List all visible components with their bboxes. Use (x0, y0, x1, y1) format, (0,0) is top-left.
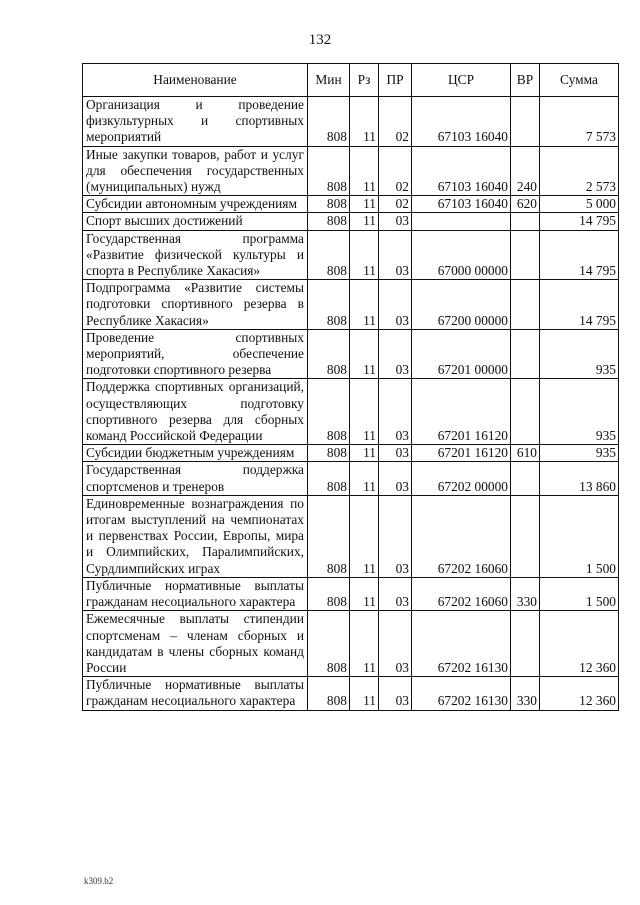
row-pr: 03 (379, 445, 412, 462)
row-sum: 12 360 (540, 677, 619, 710)
row-rz: 11 (350, 577, 379, 610)
row-pr: 03 (379, 462, 412, 495)
row-csr: 67202 16130 (412, 677, 511, 710)
row-name: Иные закупки товаров, работ и услуг для обеспечения государственных (муниципальных) нужд (83, 146, 308, 196)
row-min: 808 (308, 230, 350, 280)
row-vr (511, 230, 540, 280)
row-csr: 67201 16120 (412, 445, 511, 462)
row-min: 808 (308, 677, 350, 710)
row-vr (511, 97, 540, 147)
row-csr (412, 213, 511, 230)
table-header-row (83, 64, 619, 97)
table-row (83, 445, 619, 462)
row-name: Организация и проведение физкультурных и спортивных мероприятий (83, 97, 308, 147)
row-min: 808 (308, 196, 350, 213)
row-sum: 14 795 (540, 230, 619, 280)
row-min: 808 (308, 329, 350, 379)
row-pr: 03 (379, 230, 412, 280)
row-min: 808 (308, 280, 350, 330)
row-min: 808 (308, 495, 350, 577)
table-row (83, 329, 619, 379)
row-vr: 610 (511, 445, 540, 462)
row-vr (511, 495, 540, 577)
header-csr: ЦСР (412, 64, 511, 97)
row-pr: 03 (379, 495, 412, 577)
row-name: Ежемесячные выплаты стипендии спортсменам – членам сборных и кандидатам в члены сборных команд России (83, 611, 308, 677)
row-sum: 935 (540, 445, 619, 462)
row-rz: 11 (350, 213, 379, 230)
row-name: Публичные нормативные выплаты гражданам несоциального характера (83, 677, 308, 710)
row-min: 808 (308, 462, 350, 495)
row-pr: 03 (379, 577, 412, 610)
row-sum: 1 500 (540, 577, 619, 610)
table-row (83, 213, 619, 230)
row-vr (511, 611, 540, 677)
table-row (83, 462, 619, 495)
row-rz: 11 (350, 462, 379, 495)
row-pr: 02 (379, 146, 412, 196)
row-rz: 11 (350, 379, 379, 445)
row-csr: 67202 16060 (412, 577, 511, 610)
table-row (83, 146, 619, 196)
row-pr: 02 (379, 196, 412, 213)
row-pr: 03 (379, 329, 412, 379)
row-vr: 240 (511, 146, 540, 196)
row-name: Поддержка спортивных организаций, осуществляющих подготовку спортивного резерва для сборных команд Российской Федерации (83, 379, 308, 445)
row-vr: 330 (511, 677, 540, 710)
row-name: Субсидии автономным учреждениям (83, 196, 308, 213)
row-min: 808 (308, 213, 350, 230)
row-pr: 03 (379, 213, 412, 230)
table-row (83, 230, 619, 280)
row-pr: 03 (379, 280, 412, 330)
row-vr: 620 (511, 196, 540, 213)
table-row (83, 280, 619, 330)
row-name: Субсидии бюджетным учреждениям (83, 445, 308, 462)
header-sum: Сумма (540, 64, 619, 97)
row-name: Единовременные вознаграждения по итогам выступлений на чемпионатах и первенствах России, Европы, мира и Олимпийских, Паралимпийских, Сурдлимпийских играх (83, 495, 308, 577)
row-pr: 03 (379, 379, 412, 445)
row-pr: 02 (379, 97, 412, 147)
row-vr: 330 (511, 577, 540, 610)
row-csr: 67201 16120 (412, 379, 511, 445)
row-csr: 67103 16040 (412, 97, 511, 147)
row-pr: 03 (379, 611, 412, 677)
row-name: Спорт высших достижений (83, 213, 308, 230)
row-name: Публичные нормативные выплаты гражданам несоциального характера (83, 577, 308, 610)
header-rz: Рз (350, 64, 379, 97)
row-rz: 11 (350, 445, 379, 462)
table-row (83, 577, 619, 610)
row-vr (511, 379, 540, 445)
row-min: 808 (308, 146, 350, 196)
row-rz: 11 (350, 329, 379, 379)
row-min: 808 (308, 97, 350, 147)
row-name: Проведение спортивных мероприятий, обеспечение подготовки спортивного резерва (83, 329, 308, 379)
row-sum: 5 000 (540, 196, 619, 213)
table-row (83, 611, 619, 677)
header-name: Наименование (83, 64, 308, 97)
table-row (83, 97, 619, 147)
row-vr (511, 280, 540, 330)
row-sum: 12 360 (540, 611, 619, 677)
row-min: 808 (308, 445, 350, 462)
row-rz: 11 (350, 196, 379, 213)
row-csr: 67202 16130 (412, 611, 511, 677)
row-rz: 11 (350, 677, 379, 710)
row-csr: 67200 00000 (412, 280, 511, 330)
row-sum: 935 (540, 379, 619, 445)
row-sum: 2 573 (540, 146, 619, 196)
row-rz: 11 (350, 495, 379, 577)
row-min: 808 (308, 379, 350, 445)
table-row (83, 677, 619, 710)
row-sum: 935 (540, 329, 619, 379)
row-csr: 67000 00000 (412, 230, 511, 280)
row-vr (511, 462, 540, 495)
row-rz: 11 (350, 611, 379, 677)
row-rz: 11 (350, 146, 379, 196)
row-csr: 67201 00000 (412, 329, 511, 379)
row-rz: 11 (350, 230, 379, 280)
row-pr: 03 (379, 677, 412, 710)
row-vr (511, 329, 540, 379)
row-sum: 14 795 (540, 280, 619, 330)
row-sum: 14 795 (540, 213, 619, 230)
row-sum: 7 573 (540, 97, 619, 147)
table-row (83, 495, 619, 577)
row-min: 808 (308, 577, 350, 610)
row-min: 808 (308, 611, 350, 677)
budget-table (82, 63, 619, 711)
row-name: Государственная поддержка спортсменов и тренеров (83, 462, 308, 495)
table-row (83, 379, 619, 445)
row-sum: 1 500 (540, 495, 619, 577)
header-pr: ПР (379, 64, 412, 97)
row-csr: 67103 16040 (412, 196, 511, 213)
row-csr: 67202 00000 (412, 462, 511, 495)
page-number: 132 (308, 32, 332, 48)
row-csr: 67202 16060 (412, 495, 511, 577)
header-min: Мин (308, 64, 350, 97)
footer-code: k309.b2 (84, 876, 114, 886)
row-vr (511, 213, 540, 230)
table-row (83, 196, 619, 213)
row-csr: 67103 16040 (412, 146, 511, 196)
row-name: Государственная программа «Развитие физической культуры и спорта в Республике Хакасия» (83, 230, 308, 280)
row-sum: 13 860 (540, 462, 619, 495)
header-vr: ВР (511, 64, 540, 97)
row-rz: 11 (350, 97, 379, 147)
row-name: Подпрограмма «Развитие системы подготовки спортивного резерва в Республике Хакасия» (83, 280, 308, 330)
row-rz: 11 (350, 280, 379, 330)
